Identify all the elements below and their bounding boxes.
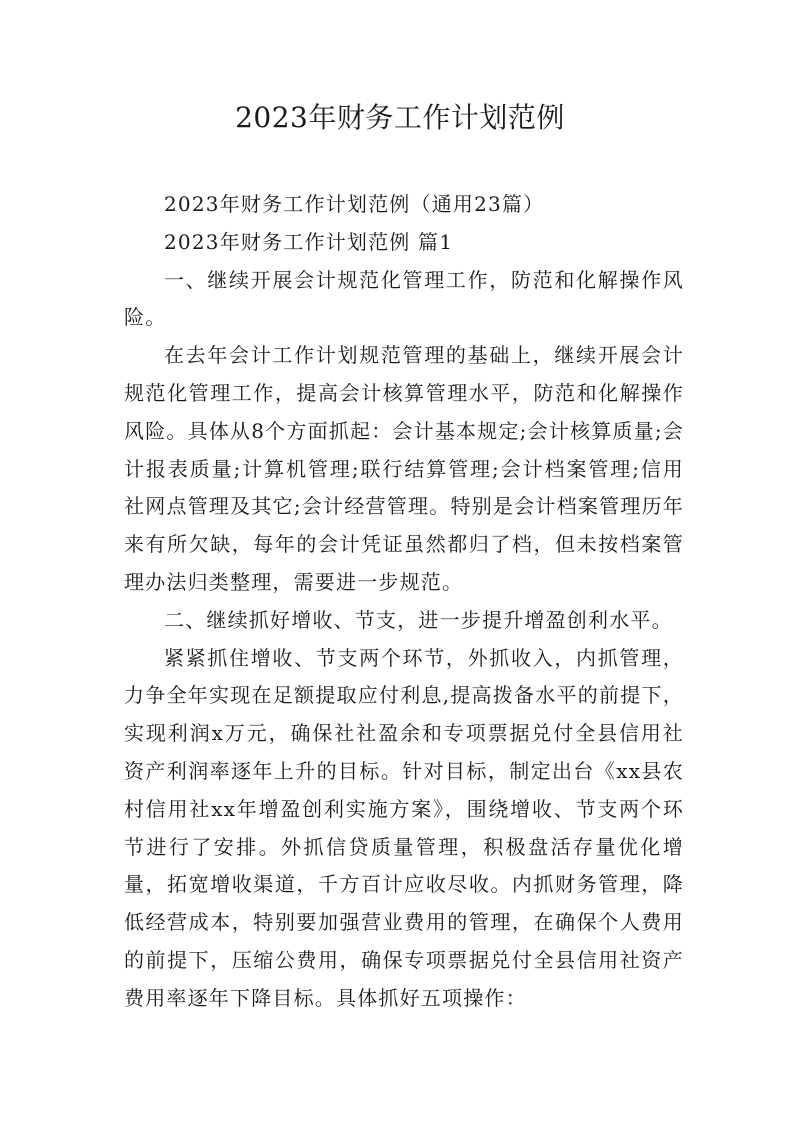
paragraph: 在去年会计工作计划规范管理的基础上，继续开展会计规范化管理工作，提高会计核算管理水平，防范和化解操作风险。具体从8个方面抓起：会计基本规定;会计核算质量;会计报表质量;计算机管理;联行结算管理;会计档案管理;信用社网点管理及其它;会计经营管理。特别是会计档案管理历年来有所欠缺，每年的会计凭证虽然都归了档，但未按档案管理办法归类整理，需要进一步规范。 (124, 343, 684, 594)
section-heading: 2023年财务工作计划范例 篇1 (164, 229, 454, 254)
paragraph: 紧紧抓住增收、节支两个环节，外抓收入，内抓管理，力争全年实现在足额提取应付利息,提高拨备水平的前提下，实现利润x万元，确保社社盈余和专项票据兑付全县信用社资产利润率逐年上升的目标。针对目标，制定出台《xx县农村信用社xx年增盈创利实施方案》，围绕增收、节支两个环节进行了安排。外抓信贷质量管理，积极盘活存量优化增量，拓宽增收渠道，千方百计应收尽收。内抓财务管理，降低经营成本，特别要加强营业费用的管理，在确保个人费用的前提下，压缩公费用，确保专项票据兑付全县信用社资产费用率逐年下降目标。具体抓好五项操作： (124, 645, 684, 1010)
paragraph: 一、继续开展会计规范化管理工作，防范和化解操作风险。 (124, 267, 684, 330)
subtitle-line: 2023年财务工作计划范例（通用23篇） (164, 192, 545, 216)
document-title: 2023年财务工作计划范例 (235, 101, 565, 134)
document-body (124, 186, 684, 1018)
paragraph: 二、继续抓好增收、节支，进一步提升增盈创利水平。 (164, 607, 673, 632)
